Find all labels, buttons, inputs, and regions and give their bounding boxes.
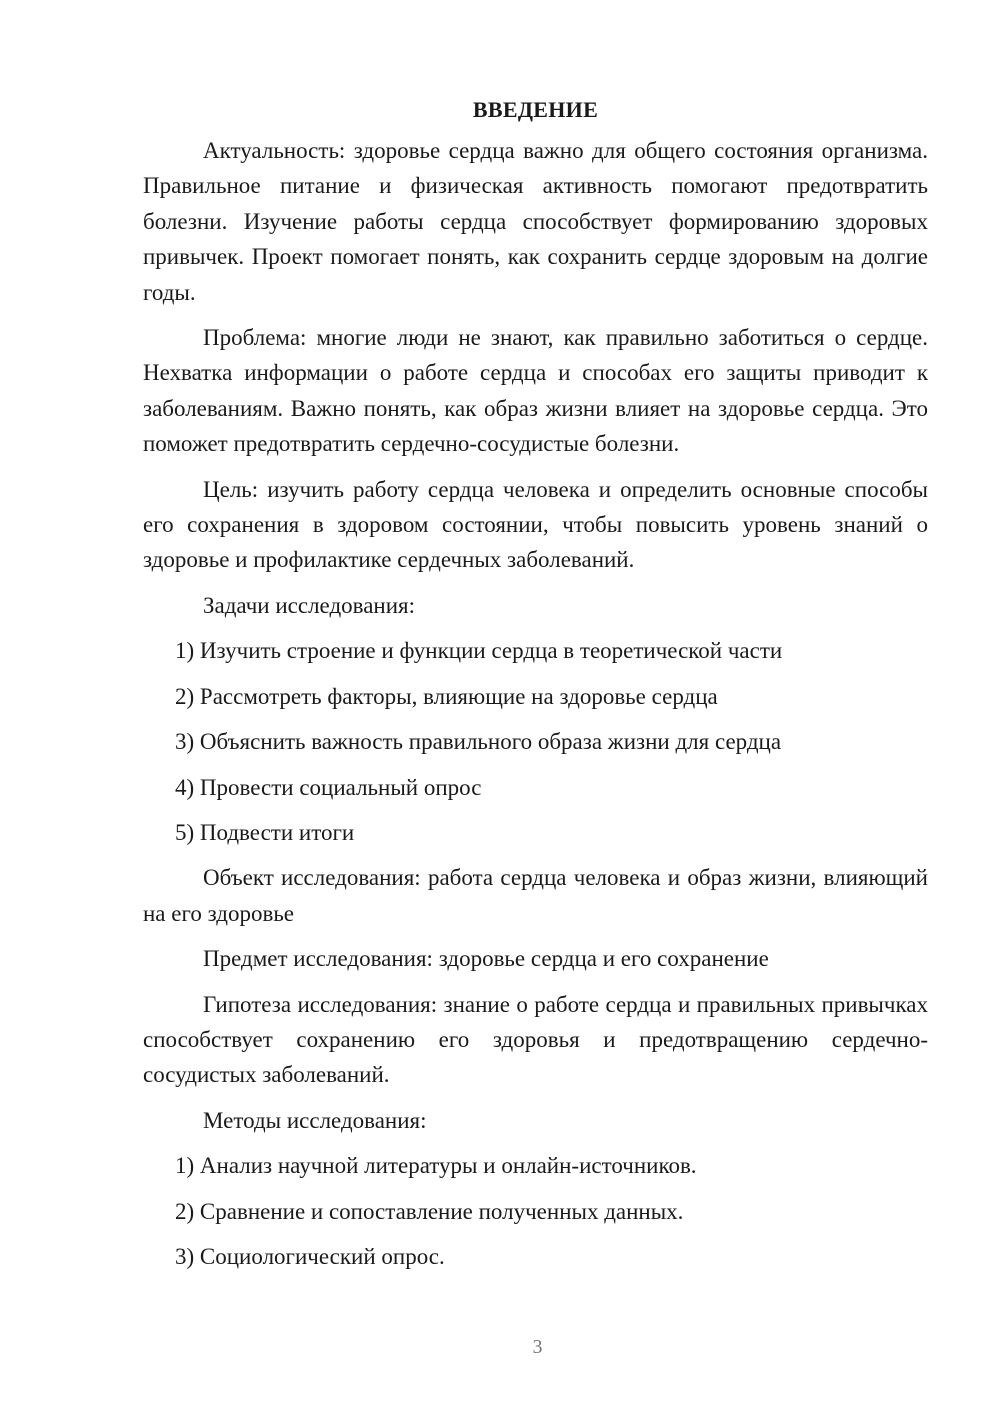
list-item: 3) Объяснить важность правильного образа жизни для сердца xyxy=(175,729,782,755)
list-item: 2) Сравнение и сопоставление полученных данных. xyxy=(175,1198,684,1224)
problem-paragraph: Проблема: многие люди не знают, как правильно заботиться о сердце. Нехватка информации о работе сердца и способах его защиты приводит к заболеваниям. Важно понять, как образ жизни влияет на здоровье сердца. Это поможет предотвратить сердечно-сосудистые болезни. xyxy=(143,325,928,457)
list-item: 1) Изучить строение и функции сердца в теоретической части xyxy=(175,638,783,664)
list-item: 3) Социологический опрос. xyxy=(175,1243,445,1269)
list-item: 5) Подвести итоги xyxy=(175,819,355,845)
object-paragraph: Объект исследования: работа сердца человека и образ жизни, влияющий на его здоровье xyxy=(143,865,928,926)
relevance-paragraph: Актуальность: здоровье сердца важно для общего состояния организма. Правильное питание и физическая активность помогают предотвратить болезни. Изучение работы сердца способствует формированию здоровых привычек. Проект помогает понять, как сохранить сердце здоровым на долгие годы. xyxy=(143,138,928,305)
list-item: 1) Анализ научной литературы и онлайн-источников. xyxy=(175,1153,697,1179)
page-title: ВВЕДЕНИЕ xyxy=(472,97,599,122)
methods-list xyxy=(143,1148,928,1274)
goal-paragraph: Цель: изучить работу сердца человека и определить основные способы его сохранения в здоровом состоянии, чтобы повысить уровень знаний о здоровье и профилактике сердечных заболеваний. xyxy=(143,476,928,573)
page-content xyxy=(143,95,928,1284)
methods-heading: Методы исследования: xyxy=(203,1107,427,1133)
tasks-list xyxy=(143,633,928,850)
subject-paragraph: Предмет исследования: здоровье сердца и его сохранение xyxy=(203,946,769,972)
page-number: 3 xyxy=(532,1336,543,1358)
hypothesis-paragraph: Гипотеза исследования: знание о работе сердца и правильных привычках способствует сохранению его здоровья и предотвращению сердечно-сосудистых заболеваний. xyxy=(143,991,928,1088)
list-item: 4) Провести социальный опрос xyxy=(175,774,482,800)
tasks-heading: Задачи исследования: xyxy=(203,592,416,618)
list-item: 2) Рассмотреть факторы, влияющие на здоровье сердца xyxy=(175,683,718,709)
